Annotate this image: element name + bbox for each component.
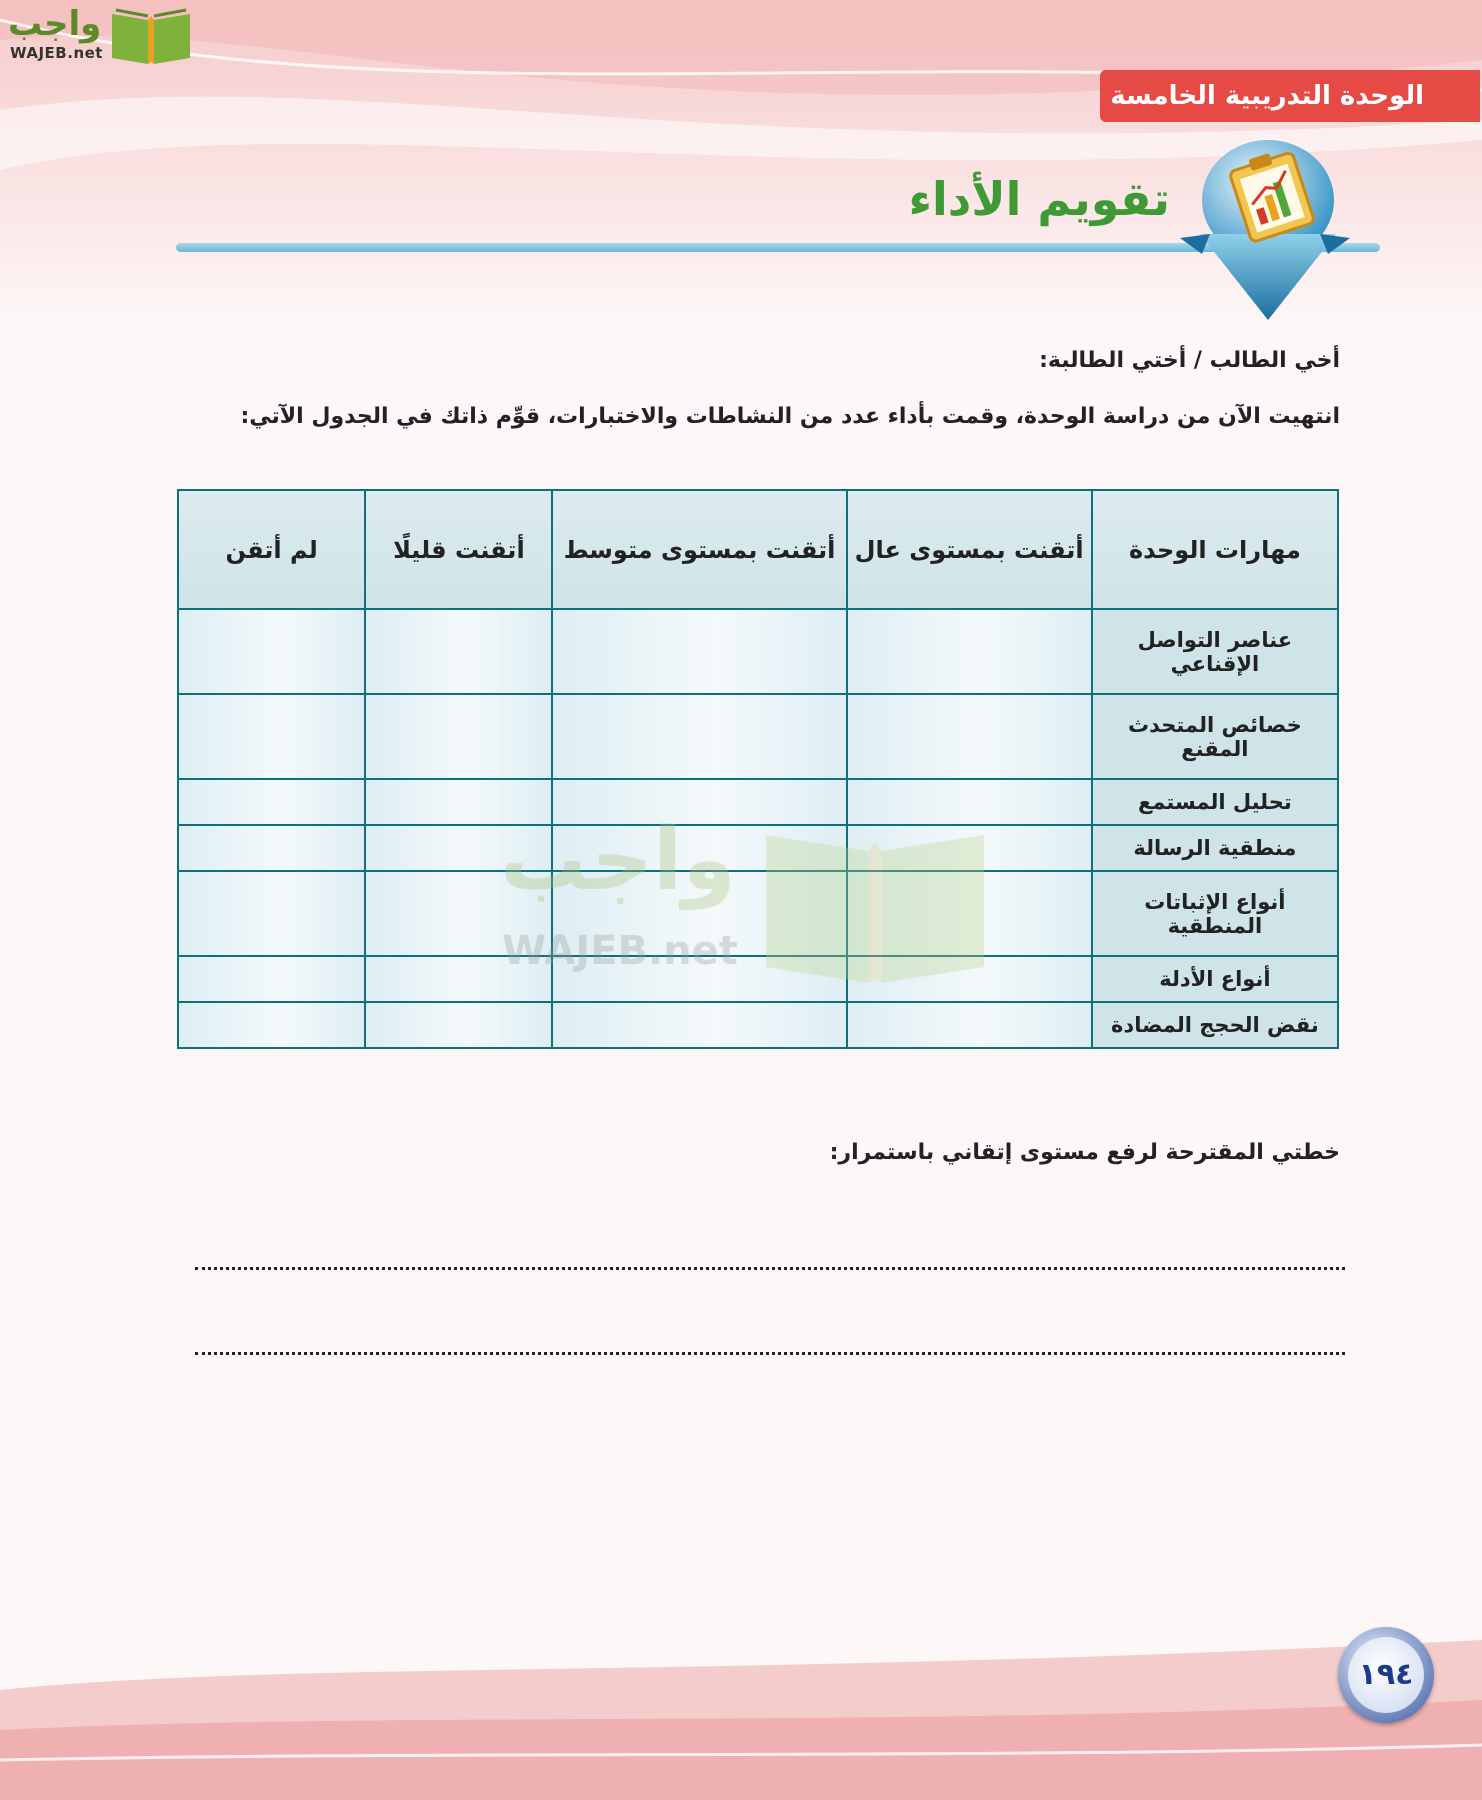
header-mastered-high: أتقنت بمستوى عال: [847, 490, 1092, 609]
rating-cell-little[interactable]: [365, 825, 552, 871]
page-number-badge: [1338, 1627, 1434, 1723]
rating-cell-none[interactable]: [178, 779, 365, 825]
rating-cell-high[interactable]: [847, 1002, 1092, 1048]
rating-cell-high[interactable]: [847, 694, 1092, 779]
table-header-row: [178, 490, 1338, 609]
table-row: [178, 1002, 1338, 1048]
self-assessment-table: [177, 489, 1339, 1049]
rating-cell-none[interactable]: [178, 609, 365, 694]
rating-cell-none[interactable]: [178, 1002, 365, 1048]
watermark-subtext: WAJEB.net: [502, 928, 738, 974]
header-mastered-medium: أتقنت بمستوى متوسط: [552, 490, 846, 609]
plan-answer-line-2[interactable]: [195, 1352, 1345, 1355]
table-row: [178, 694, 1338, 779]
wajeb-logo[interactable]: [8, 6, 193, 70]
rating-cell-medium[interactable]: [552, 609, 846, 694]
logo-subtext: WAJEB.net: [10, 44, 103, 62]
table-row: [178, 956, 1338, 1002]
table-row: [178, 609, 1338, 694]
book-icon: [108, 6, 194, 66]
plan-answer-line-1[interactable]: [195, 1267, 1345, 1270]
table-row: [178, 825, 1338, 871]
rating-cell-high[interactable]: [847, 956, 1092, 1002]
watermark-text: واجب: [500, 810, 736, 910]
chart-clipboard-icon: [1180, 138, 1350, 323]
rating-cell-little[interactable]: [365, 871, 552, 956]
skill-cell: خصائص المتحدث المقنع: [1092, 694, 1338, 779]
table-row: [178, 779, 1338, 825]
instructions-line: انتهيت الآن من دراسة الوحدة، وقمت بأداء عدد من النشاطات والاختبارات، قوِّم ذاتك في الجدول الآتي:: [240, 404, 1340, 429]
rating-cell-little[interactable]: [365, 609, 552, 694]
rating-cell-medium[interactable]: [552, 1002, 846, 1048]
rating-cell-little[interactable]: [365, 694, 552, 779]
rating-cell-little[interactable]: [365, 779, 552, 825]
plan-label: خطتي المقترحة لرفع مستوى إتقاني باستمرار:: [829, 1140, 1340, 1165]
rating-cell-none[interactable]: [178, 694, 365, 779]
table-row: [178, 871, 1338, 956]
rating-cell-none[interactable]: [178, 956, 365, 1002]
rating-cell-medium[interactable]: [552, 956, 846, 1002]
page-number: ١٩٤: [1348, 1637, 1424, 1713]
page-title: تقويم الأداء: [908, 172, 1170, 226]
rating-cell-little[interactable]: [365, 1002, 552, 1048]
rating-cell-little[interactable]: [365, 956, 552, 1002]
footer-wave-background: [0, 1560, 1482, 1800]
rating-cell-none[interactable]: [178, 825, 365, 871]
skill-cell: تحليل المستمع: [1092, 779, 1338, 825]
rating-cell-medium[interactable]: [552, 694, 846, 779]
header-unit-skills: مهارات الوحدة: [1092, 490, 1338, 609]
skill-cell: منطقية الرسالة: [1092, 825, 1338, 871]
unit-title-banner: الوحدة التدريبية الخامسة: [1100, 70, 1480, 122]
rating-cell-high[interactable]: [847, 609, 1092, 694]
skill-cell: أنواع الأدلة: [1092, 956, 1338, 1002]
skill-cell: أنواع الإثباتات المنطقية: [1092, 871, 1338, 956]
header-not-mastered: لم أتقن: [178, 490, 365, 609]
rating-cell-medium[interactable]: [552, 825, 846, 871]
skill-cell: عناصر التواصل الإقناعي: [1092, 609, 1338, 694]
rating-cell-high[interactable]: [847, 779, 1092, 825]
rating-cell-high[interactable]: [847, 825, 1092, 871]
rating-cell-medium[interactable]: [552, 871, 846, 956]
greeting-line: أخي الطالب / أختي الطالبة:: [1039, 348, 1340, 373]
skill-cell: نقض الحجج المضادة: [1092, 1002, 1338, 1048]
rating-cell-none[interactable]: [178, 871, 365, 956]
rating-cell-high[interactable]: [847, 871, 1092, 956]
logo-text: واجب: [8, 4, 102, 44]
header-mastered-little: أتقنت قليلًا: [365, 490, 552, 609]
rating-cell-medium[interactable]: [552, 779, 846, 825]
